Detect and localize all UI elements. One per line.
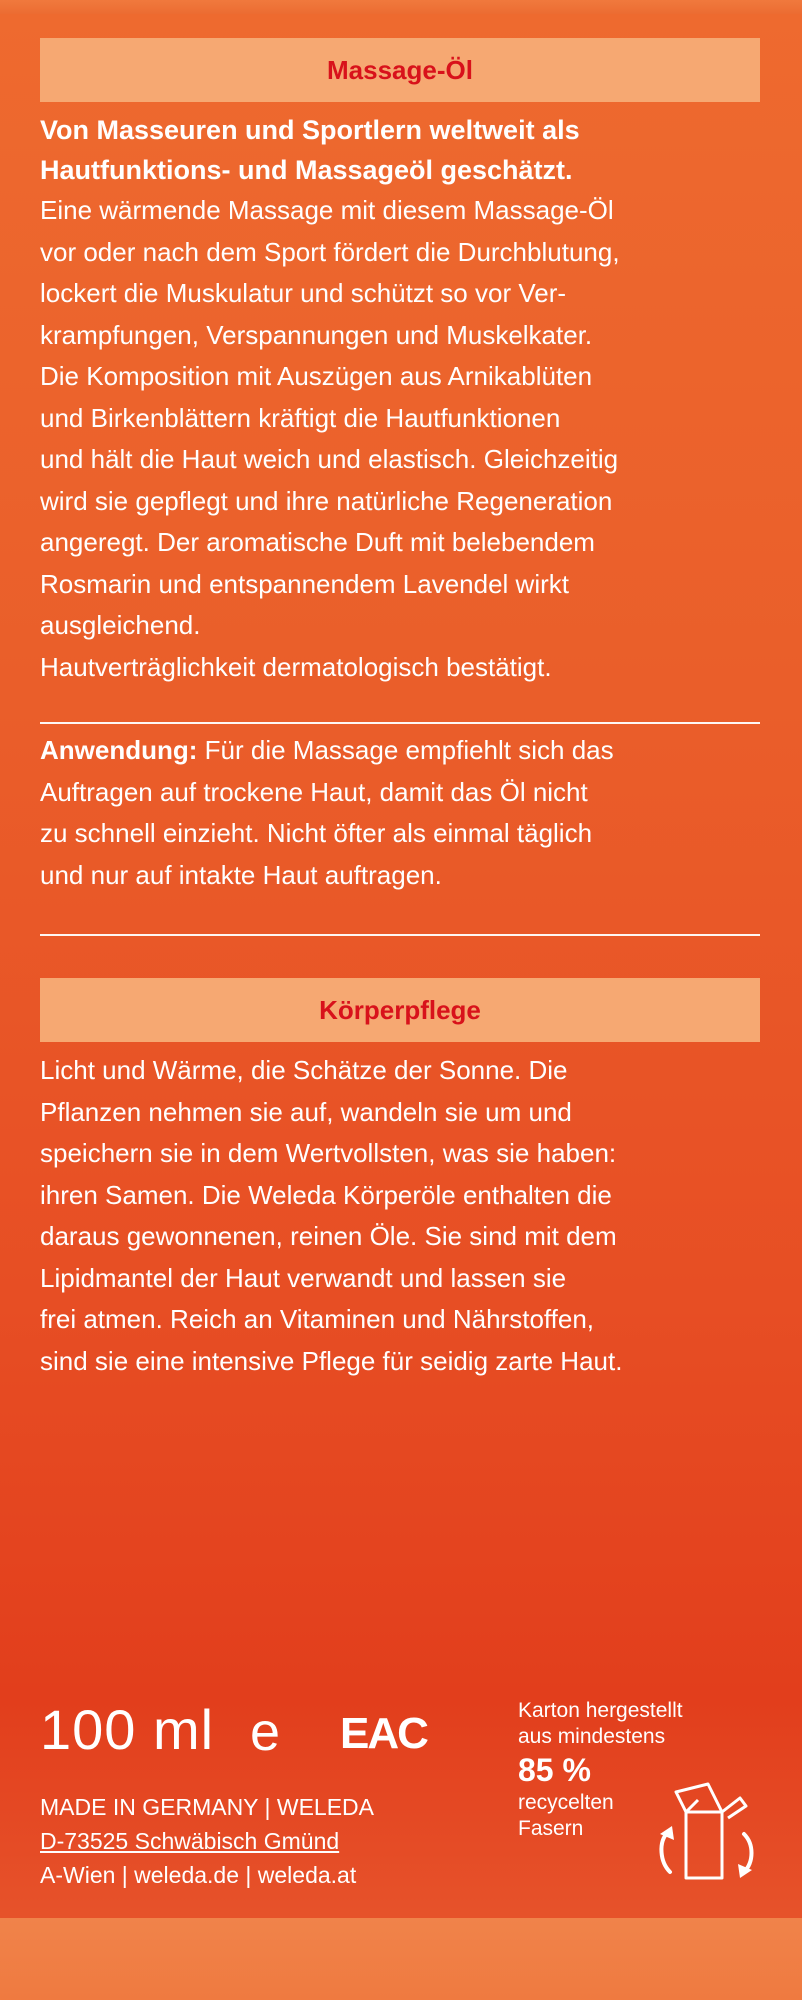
body-line: lockert die Muskulatur und schützt so vor Ver- — [40, 278, 567, 308]
lead-line: Von Masseuren und Sportlern weltweit als — [40, 115, 580, 145]
lead-line: Hautfunktions- und Massageöl geschätzt. — [40, 155, 573, 185]
massage-lead — [40, 110, 760, 190]
body-line: ausgleichend. — [40, 610, 201, 640]
manufacturer-info — [40, 1790, 374, 1892]
recycle-box-icon — [648, 1770, 764, 1888]
massage-heading: Massage-Öl — [40, 38, 760, 102]
body-line: sind sie eine intensive Pflege für seidig zarte Haut. — [40, 1345, 623, 1376]
recycling-line: Karton hergestellt — [518, 1699, 683, 1722]
address-line: D-73525 Schwäbisch Gmünd — [40, 1828, 340, 1854]
bottom-fold — [0, 1918, 802, 2000]
body-line: speichern sie in dem Wertvollsten, was sie haben: — [40, 1138, 617, 1168]
website-line: A-Wien | weleda.de | weleda.at — [40, 1862, 357, 1888]
estimated-sign: e — [250, 1702, 281, 1762]
main-content — [40, 38, 760, 1382]
recycling-percentage: 85 % — [518, 1752, 591, 1788]
body-line: Licht und Wärme, die Schätze der Sonne. Die — [40, 1055, 568, 1085]
body-line: Pflanzen nehmen sie auf, wandeln sie um und — [40, 1096, 572, 1127]
usage-block — [40, 730, 760, 896]
body-line: Die Komposition mit Auszügen aus Arnikablüten — [40, 361, 593, 391]
recycling-line: recycelten — [518, 1791, 614, 1814]
body-line: und hält die Haut weich und elastisch. Gleichzeitig — [40, 444, 619, 474]
recycling-line: aus mindestens — [518, 1725, 666, 1748]
divider — [40, 722, 760, 724]
usage-line: und nur auf intakte Haut auftragen. — [40, 859, 442, 890]
recycling-note — [518, 1698, 762, 1878]
koerperpflege-body — [40, 1050, 760, 1382]
body-line: ihren Samen. Die Weleda Körperöle enthalten die — [40, 1179, 612, 1210]
body-line: Lipidmantel der Haut verwandt und lassen sie — [40, 1262, 567, 1293]
body-line: angeregt. Der aromatische Duft mit belebendem — [40, 527, 595, 557]
body-line: Hautverträglichkeit dermatologisch bestätigt. — [40, 651, 552, 682]
eac-mark: EAC — [340, 1709, 427, 1758]
footer — [40, 1698, 762, 1888]
volume-label: 100 ml — [40, 1698, 215, 1761]
top-fold — [0, 0, 802, 14]
body-line: Rosmarin und entspannendem Lavendel wirkt — [40, 568, 569, 599]
usage-text: Für die Massage empfiehlt sich das — [204, 735, 614, 765]
massage-body — [40, 190, 760, 688]
divider — [40, 934, 760, 936]
body-line: frei atmen. Reich an Vitaminen und Nährstoffen, — [40, 1304, 595, 1334]
body-line: und Birkenblättern kräftigt die Hautfunktionen — [40, 402, 561, 433]
body-line: krampfungen, Verspannungen und Muskelkater. — [40, 319, 593, 350]
body-line: wird sie gepflegt und ihre natürliche Regeneration — [40, 485, 613, 516]
usage-line — [40, 730, 760, 772]
made-line: MADE IN GERMANY | WELEDA — [40, 1794, 374, 1820]
usage-line: Auftragen auf trockene Haut, damit das Öl nicht — [40, 776, 588, 807]
body-line: vor oder nach dem Sport fördert die Durchblutung, — [40, 236, 620, 267]
koerperpflege-heading: Körperpflege — [40, 978, 760, 1042]
usage-line: zu schnell einzieht. Nicht öfter als einmal täglich — [40, 818, 593, 848]
usage-label: Anwendung: — [40, 735, 198, 765]
body-line: Eine wärmende Massage mit diesem Massage-Öl — [40, 195, 614, 225]
body-line: daraus gewonnenen, reinen Öle. Sie sind mit dem — [40, 1221, 617, 1251]
recycling-line: Fasern — [518, 1817, 584, 1840]
